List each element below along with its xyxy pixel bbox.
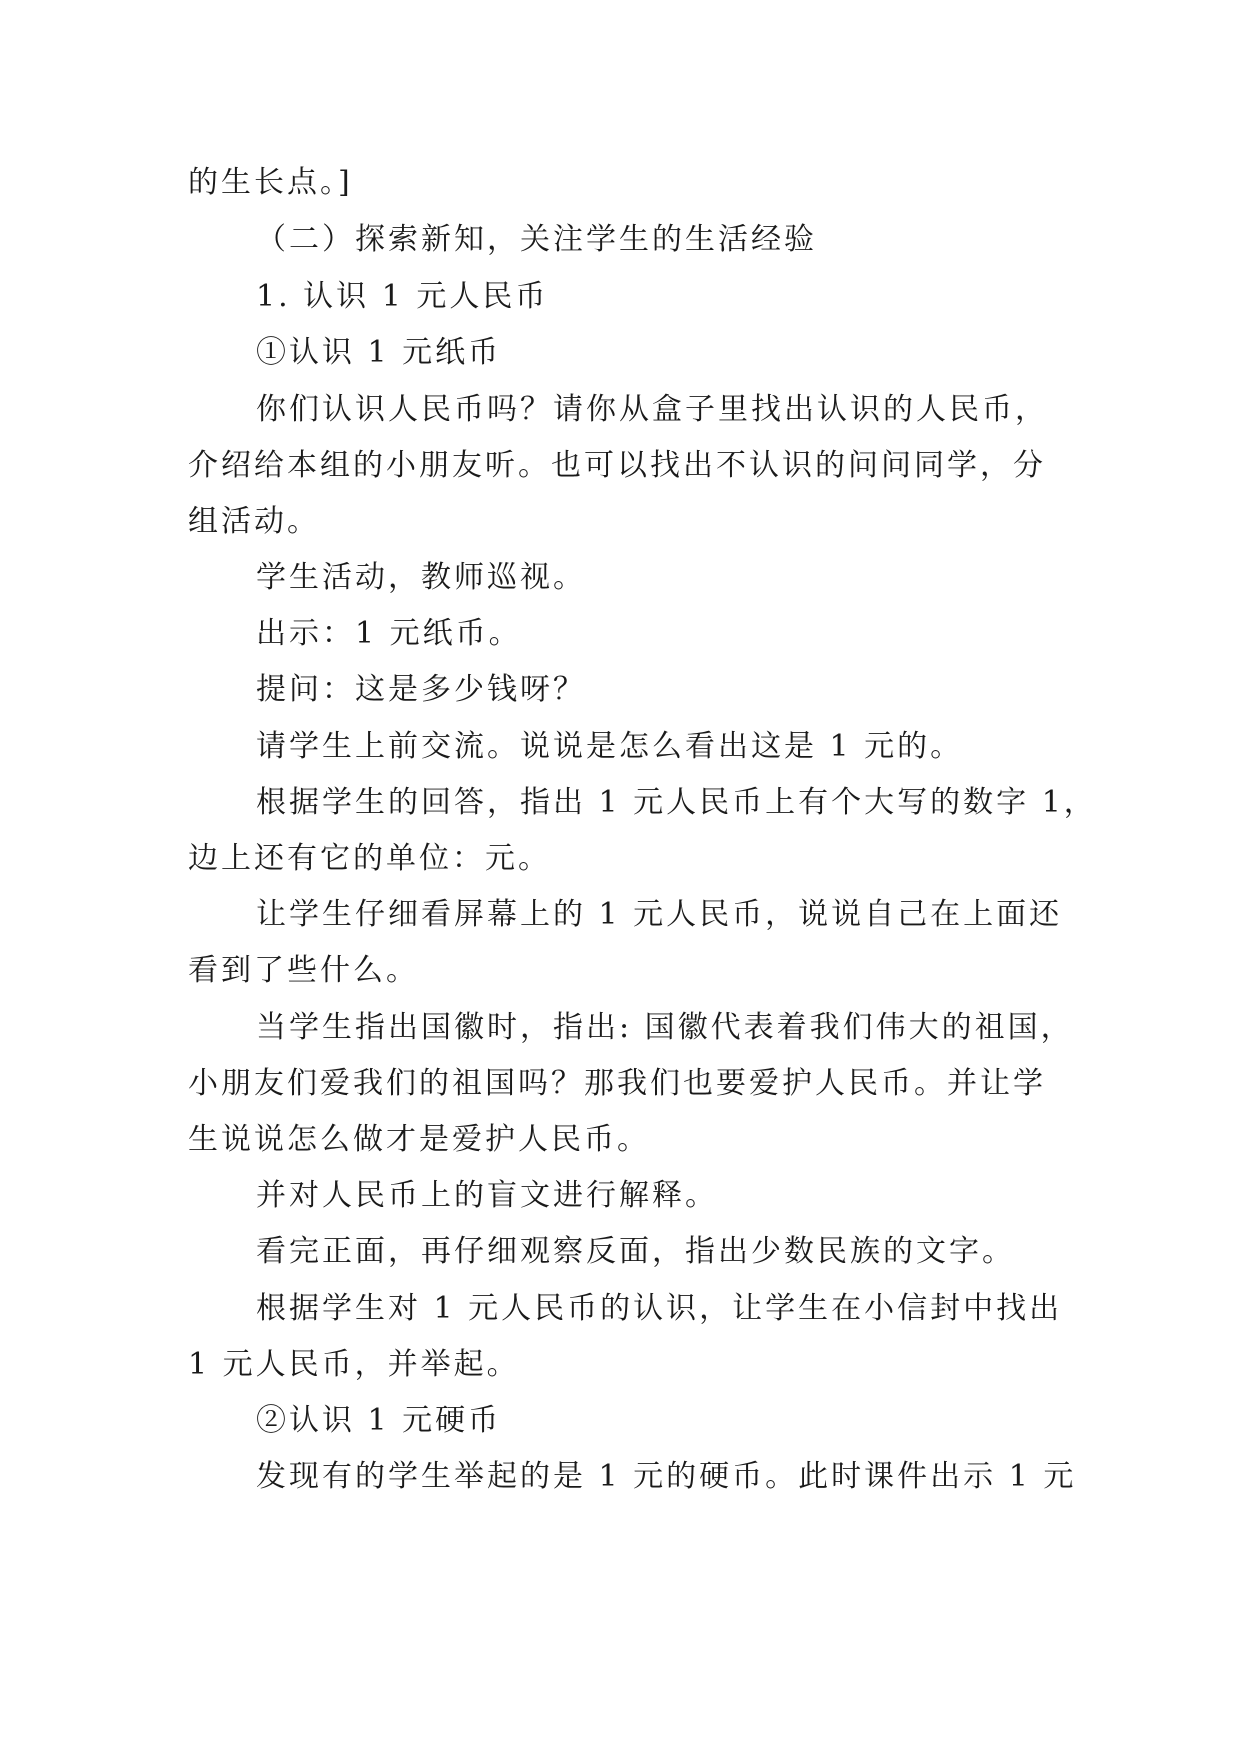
- text-line: 的生长点。]: [188, 165, 353, 200]
- text-line: 并对人民币上的盲文进行解释。: [256, 1178, 718, 1213]
- text-line: 1 元人民币，并举起。: [188, 1347, 520, 1382]
- text-line: 学生活动，教师巡视。: [256, 560, 586, 595]
- text-line: 提问：这是多少钱呀？: [256, 672, 586, 707]
- text-line: 看到了些什么。: [188, 953, 419, 988]
- text-line: 生说说怎么做才是爱护人民币。: [188, 1122, 650, 1157]
- subsection-heading: 1. 认识 1 元人民币: [256, 279, 549, 314]
- text-line: 看完正面，再仔细观察反面，指出少数民族的文字。: [256, 1234, 1015, 1269]
- text-line: 请学生上前交流。说说是怎么看出这是 1 元的。: [256, 729, 964, 764]
- text-line: 发现有的学生举起的是 1 元的硬币。此时课件出示 1 元: [256, 1459, 1077, 1494]
- text-line: 你们认识人民币吗？请你从盒子里找出认识的人民币，: [256, 392, 1048, 427]
- text-line: 边上还有它的单位：元。: [188, 841, 551, 876]
- item-heading: ①认识 1 元纸币: [256, 335, 502, 370]
- text-line: 根据学生的回答，指出 1 元人民币上有个大写的数字 1，: [256, 785, 1097, 820]
- section-heading: （二）探索新知，关注学生的生活经验: [256, 222, 817, 257]
- text-line: 当学生指出国徽时，指出: 国徽代表着我们伟大的祖国，: [256, 1010, 1074, 1045]
- text-line: 小朋友们爱我们的祖国吗？那我们也要爱护人民币。并让学: [188, 1066, 1046, 1101]
- text-line: 根据学生对 1 元人民币的认识，让学生在小信封中找出: [256, 1291, 1063, 1326]
- text-line: 让学生仔细看屏幕上的 1 元人民币，说说自己在上面还: [256, 897, 1063, 932]
- text-line: 组活动。: [188, 504, 320, 539]
- text-line: 介绍给本组的小朋友听。也可以找出不认识的问问同学，分: [188, 448, 1046, 483]
- item-heading: ②认识 1 元硬币: [256, 1403, 502, 1438]
- text-line: 出示：1 元纸币。: [256, 616, 522, 651]
